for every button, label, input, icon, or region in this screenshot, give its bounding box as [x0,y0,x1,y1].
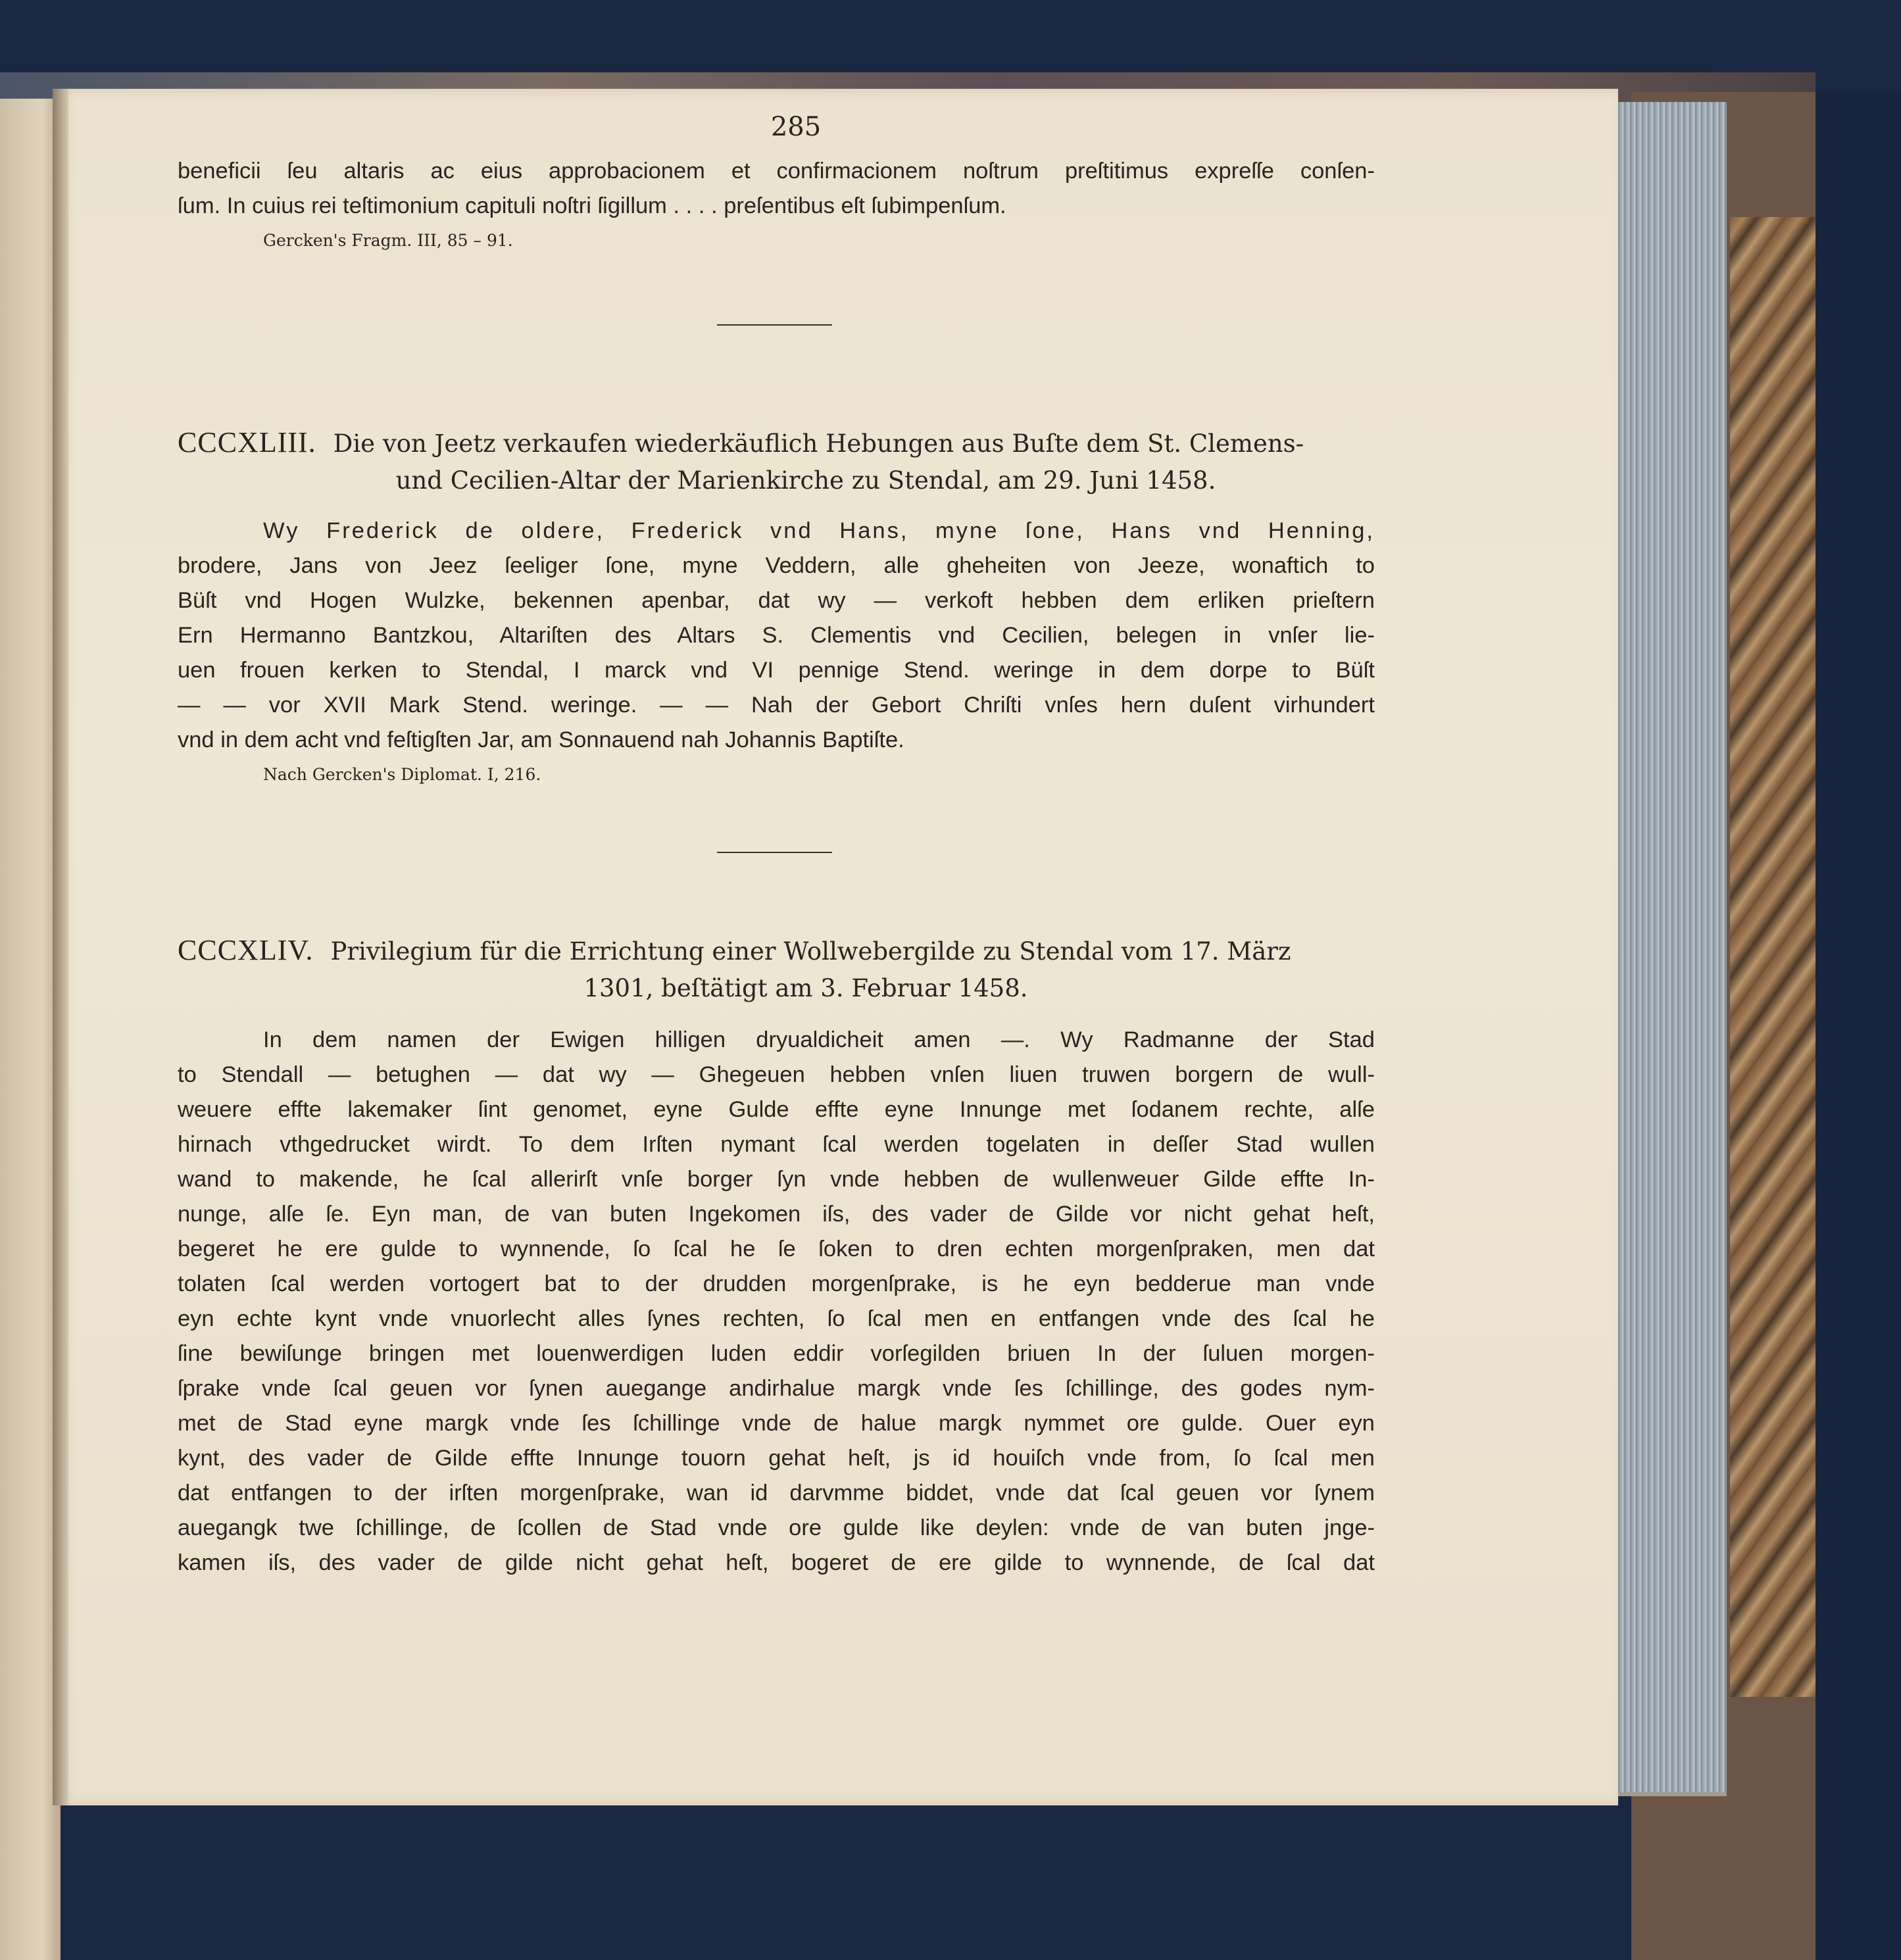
document-text [178,514,1375,758]
heading-line [178,932,1375,970]
text-line: — — vor XVII Mark Stend. weringe. — — Nah der Gebort Chriſti vnſes hern duſent virhundert [178,693,1375,718]
text-line: wand to makende, he ſcal allerirſt vnſe borger ſyn vnde hebben de wullenweuer Gilde effte In- [178,1167,1375,1192]
text-line: Wy Frederick de oldere, Frederick vnd Hans, myne ſone, Hans vnd Henning, [263,518,1375,543]
intro-paragraph [178,154,1375,224]
text-line: weuere effte lakemaker ſint genomet, eyne Gulde effte eyne Innunge met ſodanem rechte, alſe [178,1097,1375,1122]
source-citation: Nach Gercken's Diplomat. I, 216. [263,765,541,784]
text-line: auegangk twe ſchillinge, de ſcollen de Stad vnde ore gulde like deylen: vnde de van buten jnge- [178,1515,1375,1540]
background-right [1815,92,1901,1960]
document-number: CCCXLIII. [178,426,316,458]
text-line: ſine bewiſunge bringen met louenwerdigen luden eddir vorſegilden briuen In der ſuluen morgen- [178,1341,1375,1366]
text-line: kynt, des vader de Gilde effte Innunge touorn gehat heſt, js id houiſch vnde from, ſo ſcal men [178,1446,1375,1471]
text-line: ſprake vnde ſcal geuen vor ſynen auegange andirhalue margk vnde ſes ſchillinge, des godes nym- [178,1376,1375,1401]
document-heading [178,932,1375,1007]
document-number: CCCXLIV. [178,934,314,966]
text-line: ſum. In cuius rei teſtimonium capituli noſtri ſigillum . . . . preſentibus eſt ſubimpenſum. [178,193,1006,218]
section-divider [717,852,832,853]
text-line: hirnach vthgedrucket wirdt. To dem Irſten nymant ſcal werden togelaten in deſſer Stad wullen [178,1132,1375,1157]
text-line: vnd in dem acht vnd feſtigſten Jar, am Sonnauend nah Johannis Baptiſte. [178,727,904,752]
text-line: nunge, alſe ſe. Eyn man, de van buten Ingekomen iſs, des vader de Gilde vor nicht gehat heſt, [178,1202,1375,1227]
page-number: 285 [770,112,822,142]
text-line: begeret he ere gulde to wynnende, ſo ſcal he ſe ſoken to dren echten morgenſpraken, men dat [178,1237,1375,1262]
text-line: met de Stad eyne margk vnde ſes ſchillinge vnde de halue margk nymmet ore gulde. Ouer eyn [178,1411,1375,1436]
heading-title-line2: und Cecilien-Altar der Marienkirche zu Stendal, am 29. Juni 1458. [395,466,1216,495]
section-divider [717,324,832,326]
text-line: eyn echte kynt vnde vnuorlecht alles ſynes rechten, ſo ſcal men en entfangen vnde des ſcal he [178,1306,1375,1331]
text-line: uen frouen kerken to Stendal, I marck vnd VI pennige Stend. weringe in dem dorpe to Büſt [178,658,1375,683]
text-line: dat entfangen to der irſten morgenſprake, wan id darvmme biddet, vnde dat ſcal geuen vor ſynem [178,1481,1375,1506]
text-line: to Stendall — betughen — dat wy — Ghegeuen hebben vnſen liuen truwen borgern de wull- [178,1062,1375,1087]
page-gutter [53,89,68,1805]
heading-title: Privilegium für die Errichtung einer Wollwebergilde zu Stendal vom 17. März [330,937,1291,966]
text-line: beneficii ſeu altaris ac eius approbacionem et confirmacionem noſtrum preſtitimus expreſſe conſen- [178,159,1375,184]
document-heading [178,424,1375,499]
text-line: brodere, Jans von Jeez ſeeliger ſone, myne Veddern, alle gheheiten von Jeeze, wonaftich to [178,553,1375,578]
page-content [178,112,1375,1580]
document-text [178,1023,1375,1580]
text-line: In dem namen der Ewigen hilligen dryualdicheit amen —. Wy Radmanne der Stad [263,1027,1375,1052]
text-line: Ern Hermanno Bantzkou, Altariſten des Altars S. Clementis vnd Cecilien, belegen in vnſer lie- [178,623,1375,648]
page-edges [1615,102,1727,1796]
heading-line [178,424,1375,462]
source-citation: Gercken's Fragm. III, 85 – 91. [263,231,513,250]
text-line: kamen iſs, des vader de gilde nicht gehat heſt, bogeret de ere gilde to wynnende, de ſcal dat [178,1550,1375,1575]
text-line: Büſt vnd Hogen Wulzke, bekennen apenbar, dat wy — verkoft hebben dem erliken prieſtern [178,588,1375,613]
text-line: tolaten ſcal werden vortogert bat to der drudden morgenſprake, is he eyn bedderue man vnde [178,1271,1375,1296]
heading-title: Die von Jeetz verkaufen wiederkäuflich Hebungen aus Buſte dem St. Clemens- [333,429,1304,458]
heading-title-line2: 1301, beſtätigt am 3. Februar 1458. [583,974,1028,1002]
left-page-edge [0,99,61,1960]
